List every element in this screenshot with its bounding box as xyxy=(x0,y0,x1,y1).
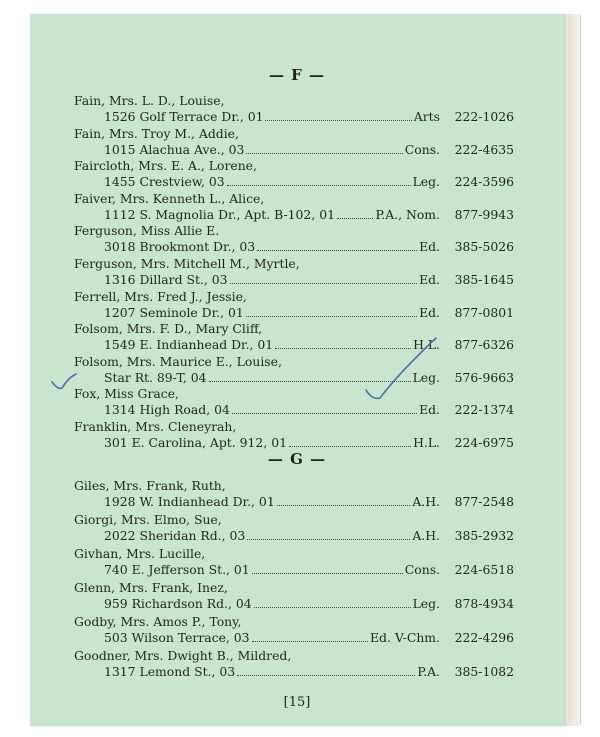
member-name: Godby, Mrs. Amos P., Tony, xyxy=(74,614,242,629)
department-code: Leg. xyxy=(412,596,440,611)
department-code: A.H. xyxy=(412,528,440,543)
member-name: Giorgi, Mrs. Elmo, Sue, xyxy=(74,512,222,527)
department-code: Leg. xyxy=(412,369,440,385)
department-code: P.A., Nom. xyxy=(375,206,440,222)
member-name: Goodner, Mrs. Dwight B., Mildred, xyxy=(74,648,292,663)
department-code: H.L. xyxy=(413,337,440,353)
member-address: 3018 Brookmont Dr., 03 xyxy=(104,239,256,255)
department-code: H.L. xyxy=(413,435,440,450)
phone-number: 878-4934 xyxy=(454,596,514,611)
dot-leader xyxy=(337,218,374,219)
dot-leader xyxy=(246,316,417,317)
entry-detail-line xyxy=(74,174,514,190)
member-name: Fain, Mrs. Troy M., Addie, xyxy=(74,125,239,141)
phone-number: 224-3596 xyxy=(454,174,514,190)
entry-detail-line xyxy=(74,305,514,321)
entry-detail-line xyxy=(74,562,514,578)
entry-detail-line xyxy=(74,239,514,255)
member-address: 503 Wilson Terrace, 03 xyxy=(104,630,250,645)
member-address: 1314 High Road, 04 xyxy=(104,402,230,418)
dot-leader xyxy=(254,607,411,608)
member-address: Star Rt. 89-T, 04 xyxy=(104,369,207,385)
phone-number: 224-6518 xyxy=(454,562,514,577)
member-address: 2022 Sheridan Rd., 03 xyxy=(104,528,246,543)
directory-entry xyxy=(74,386,514,418)
dot-leader xyxy=(237,675,415,676)
directory-page xyxy=(30,14,564,726)
directory-entry xyxy=(74,289,514,321)
member-name: Fain, Mrs. L. D., Louise, xyxy=(74,93,225,108)
member-address: 301 E. Carolina, Apt. 912, 01 xyxy=(104,435,287,450)
phone-number: 222-1026 xyxy=(454,109,514,124)
dot-leader xyxy=(209,381,411,382)
department-code: A.H. xyxy=(412,494,440,509)
entry-detail-line xyxy=(74,402,514,418)
member-address: 1549 E. Indianhead Dr., 01 xyxy=(104,337,274,353)
member-address: 1316 Dillard St., 03 xyxy=(104,272,228,287)
member-name: Folsom, Mrs. F. D., Mary Cliff, xyxy=(74,321,263,337)
dot-leader xyxy=(232,413,417,414)
entry-detail-line xyxy=(74,370,514,386)
entry-detail-line xyxy=(74,435,514,451)
dot-leader xyxy=(289,446,411,447)
dot-leader xyxy=(265,120,411,121)
directory-entry xyxy=(74,648,514,680)
member-address: 740 E. Jefferson St., 01 xyxy=(104,562,250,577)
entry-detail-line xyxy=(74,142,514,158)
phone-number: 385-5026 xyxy=(454,239,514,255)
phone-number: 877-9943 xyxy=(454,206,514,222)
member-name: Giles, Mrs. Frank, Ruth, xyxy=(74,478,226,493)
member-address: 1526 Golf Terrace Dr., 01 xyxy=(104,109,264,124)
member-name: Franklin, Mrs. Cleneyrah, xyxy=(74,419,237,434)
member-name: Ferrell, Mrs. Fred J., Jessie, xyxy=(74,288,247,304)
entry-detail-line xyxy=(74,528,514,544)
member-name: Glenn, Mrs. Frank, Inez, xyxy=(74,580,228,595)
section-heading-g: — G — xyxy=(267,450,327,468)
directory-entry xyxy=(74,614,514,646)
entry-detail-line xyxy=(74,109,514,125)
phone-number: 224-6975 xyxy=(454,435,514,450)
department-code: Ed. xyxy=(419,304,440,320)
entry-detail-line xyxy=(74,272,514,288)
entry-detail-line xyxy=(74,207,514,223)
department-code: Ed. xyxy=(419,239,440,255)
department-code: Ed. xyxy=(419,272,440,287)
directory-entry xyxy=(74,419,514,451)
member-name: Faiver, Mrs. Kenneth L., Alice, xyxy=(74,190,265,206)
dot-leader xyxy=(230,283,418,284)
member-name: Ferguson, Miss Allie E. xyxy=(74,223,220,239)
entry-detail-line xyxy=(74,664,514,680)
entry-detail-line xyxy=(74,494,514,510)
phone-number: 576-9663 xyxy=(454,369,514,385)
dot-leader xyxy=(257,250,417,251)
member-address: 1455 Crestview, 03 xyxy=(104,174,225,190)
department-code: Arts xyxy=(413,109,440,124)
member-name: Ferguson, Mrs. Mitchell M., Myrtle, xyxy=(74,256,300,271)
directory-entry xyxy=(74,223,514,255)
member-address: 1112 S. Magnolia Dr., Apt. B-102, 01 xyxy=(104,206,335,222)
dot-leader xyxy=(247,539,410,540)
phone-number: 877-2548 xyxy=(454,494,514,509)
department-code: Leg. xyxy=(412,174,440,190)
directory-entry xyxy=(74,478,514,510)
member-address: 1928 W. Indianhead Dr., 01 xyxy=(104,494,275,509)
directory-entry xyxy=(74,321,514,353)
department-code: Ed. V-Chm. xyxy=(370,630,440,645)
department-code: Cons. xyxy=(404,562,440,577)
phone-number: 222-4635 xyxy=(454,141,514,157)
phone-number: 877-0801 xyxy=(454,304,514,320)
member-address: 1207 Seminole Dr., 01 xyxy=(104,304,244,320)
directory-entry xyxy=(74,126,514,158)
entry-detail-line xyxy=(74,630,514,646)
member-name: Fox, Miss Grace, xyxy=(74,386,179,402)
dot-leader xyxy=(252,573,403,574)
check-mark-left-icon xyxy=(52,374,76,388)
department-code: P.A. xyxy=(417,664,440,679)
phone-number: 222-4296 xyxy=(454,630,514,645)
member-address: 1317 Lemond St., 03 xyxy=(104,664,236,679)
directory-entry xyxy=(74,580,514,612)
page-number: [15] xyxy=(283,695,311,710)
member-name: Givhan, Mrs. Lucille, xyxy=(74,546,206,561)
entry-detail-line xyxy=(74,596,514,612)
directory-entry xyxy=(74,191,514,223)
directory-entry xyxy=(74,93,514,125)
phone-number: 385-1082 xyxy=(454,664,514,679)
dot-leader xyxy=(275,348,411,349)
directory-entry xyxy=(74,158,514,190)
member-name: Faircloth, Mrs. E. A., Lorene, xyxy=(74,158,257,174)
member-name: Folsom, Mrs. Maurice E., Louise, xyxy=(74,353,282,369)
phone-number: 222-1374 xyxy=(454,402,514,418)
directory-entry xyxy=(74,546,514,578)
section-heading-f: — F — xyxy=(268,66,326,84)
phone-number: 385-1645 xyxy=(454,272,514,287)
dot-leader xyxy=(227,185,411,186)
dot-leader xyxy=(252,641,368,642)
directory-entry xyxy=(74,256,514,288)
phone-number: 877-6326 xyxy=(454,337,514,353)
member-address: 1015 Alachua Ave., 03 xyxy=(104,141,245,157)
directory-entry xyxy=(74,512,514,544)
entry-detail-line xyxy=(74,337,514,353)
directory-entry xyxy=(74,354,514,386)
member-address: 959 Richardson Rd., 04 xyxy=(104,596,252,611)
department-code: Ed. xyxy=(419,402,440,418)
dot-leader xyxy=(246,153,402,154)
department-code: Cons. xyxy=(404,141,440,157)
dot-leader xyxy=(277,505,411,506)
phone-number: 385-2932 xyxy=(454,528,514,543)
